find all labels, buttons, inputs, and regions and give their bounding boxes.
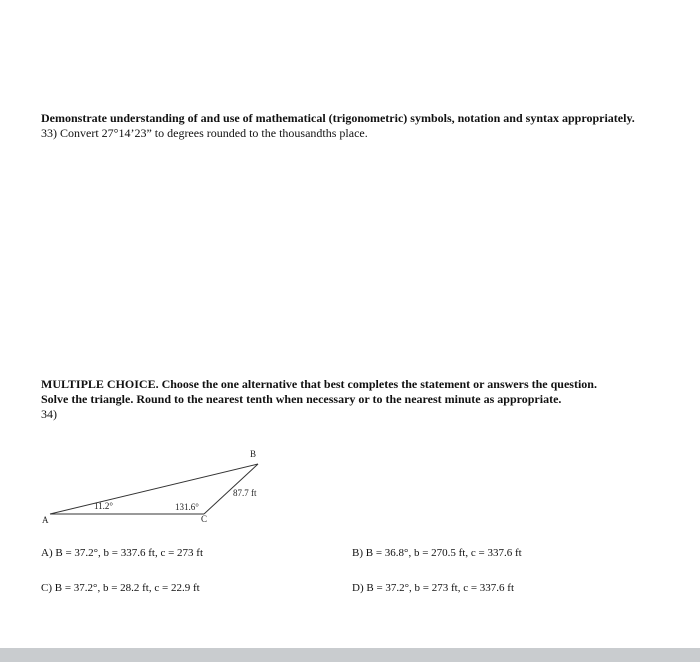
triangle-side-c xyxy=(50,464,258,514)
angle-a-label: 11.2° xyxy=(94,501,114,511)
triangle-diagram xyxy=(38,446,278,528)
answer-option-d[interactable]: D) B = 37.2°, b = 273 ft, c = 337.6 ft xyxy=(352,582,515,594)
question-34-number: 34) xyxy=(41,407,57,421)
section-trig-notation xyxy=(41,111,651,141)
side-a-length-label: 87.7 ft xyxy=(233,488,257,498)
answer-option-c[interactable]: C) B = 37.2°, b = 28.2 ft, c = 22.9 ft xyxy=(41,582,200,594)
instruction-text: Solve the triangle. Round to the nearest tenth when necessary or to the nearest minute as appropriate. xyxy=(41,392,562,406)
answer-option-b[interactable]: B) B = 36.8°, b = 270.5 ft, c = 337.6 ft xyxy=(352,547,522,559)
bottom-bar xyxy=(0,648,700,662)
vertex-b-label: B xyxy=(250,449,257,459)
vertex-c-label: C xyxy=(201,514,208,524)
section-header: Demonstrate understanding of and use of mathematical (trigonometric) symbols, notation and syntax appropriately. xyxy=(41,111,635,125)
triangle-figure xyxy=(38,446,278,528)
multiple-choice-header: MULTIPLE CHOICE. Choose the one alternative that best completes the statement or answers the question. xyxy=(41,377,597,391)
angle-c-label: 131.6° xyxy=(175,502,199,512)
section-multiple-choice xyxy=(41,377,651,422)
question-33: 33) Convert 27°14’23” to degrees rounded to the thousandths place. xyxy=(41,126,368,140)
vertex-a-label: A xyxy=(42,515,49,525)
answer-option-a[interactable]: A) B = 37.2°, b = 337.6 ft, c = 273 ft xyxy=(41,547,204,559)
